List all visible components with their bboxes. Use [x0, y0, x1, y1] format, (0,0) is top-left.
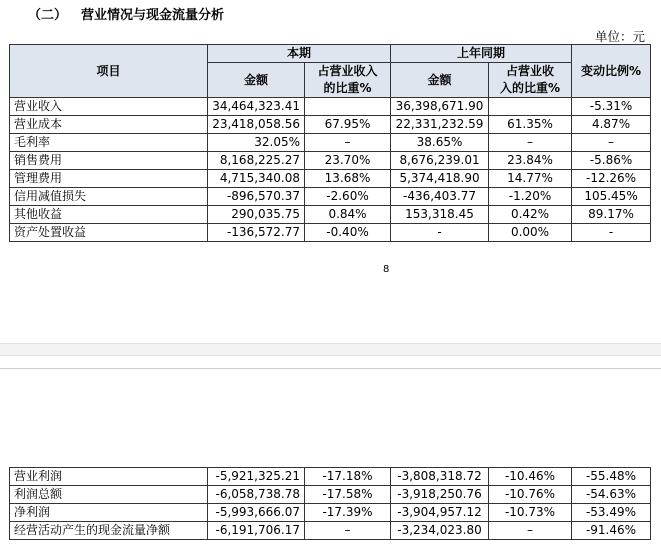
- row-label: 毛利率: [10, 134, 208, 152]
- header-row-1: [10, 45, 651, 63]
- change-ratio: –: [572, 134, 651, 152]
- header-current-period: 本期: [208, 45, 391, 63]
- row-label: 经营活动产生的现金流量净额: [10, 522, 208, 540]
- header-prior-ratio-2: 入的比重%: [489, 80, 572, 98]
- change-ratio: 89.17%: [572, 206, 651, 224]
- prior-amount: 36,398,671.90: [391, 98, 489, 116]
- prior-ratio: -10.73%: [489, 504, 572, 522]
- change-ratio: -12.26%: [572, 170, 651, 188]
- change-ratio: -55.48%: [572, 468, 651, 486]
- prior-ratio: -10.76%: [489, 486, 572, 504]
- change-ratio: -53.49%: [572, 504, 651, 522]
- prior-amount: -436,403.77: [391, 188, 489, 206]
- header-prior-ratio-1: 占营业收: [489, 63, 572, 81]
- current-ratio: -17.58%: [305, 486, 391, 504]
- current-ratio: -2.60%: [305, 188, 391, 206]
- prior-amount: 8,676,239.01: [391, 152, 489, 170]
- page-number: 8: [383, 264, 390, 275]
- row-label: 营业收入: [10, 98, 208, 116]
- current-ratio: -17.39%: [305, 504, 391, 522]
- current-ratio: –: [305, 522, 391, 540]
- page-break-gray: [0, 343, 661, 356]
- prior-amount: -3,234,023.80: [391, 522, 489, 540]
- table-row: [10, 486, 651, 504]
- change-ratio: -5.86%: [572, 152, 651, 170]
- change-ratio: -: [572, 224, 651, 242]
- change-ratio: 105.45%: [572, 188, 651, 206]
- current-amount: -5,993,666.07: [208, 504, 305, 522]
- current-ratio: –: [305, 134, 391, 152]
- table-row: [10, 98, 651, 116]
- current-amount: -896,570.37: [208, 188, 305, 206]
- prior-ratio: 23.84%: [489, 152, 572, 170]
- prior-amount: 22,331,232.59: [391, 116, 489, 134]
- current-amount: 8,168,225.27: [208, 152, 305, 170]
- prior-amount: -3,918,250.76: [391, 486, 489, 504]
- table-row: [10, 152, 651, 170]
- current-amount: -6,058,738.78: [208, 486, 305, 504]
- row-label: 信用减值损失: [10, 188, 208, 206]
- prior-amount: 5,374,418.90: [391, 170, 489, 188]
- change-ratio: -5.31%: [572, 98, 651, 116]
- table-row: [10, 206, 651, 224]
- current-ratio: 67.95%: [305, 116, 391, 134]
- row-label: 利润总额: [10, 486, 208, 504]
- operating-table-bottom: [9, 467, 651, 540]
- current-ratio: 0.84%: [305, 206, 391, 224]
- current-ratio: -0.40%: [305, 224, 391, 242]
- table-row: [10, 188, 651, 206]
- prior-amount: -3,808,318.72: [391, 468, 489, 486]
- table-row: [10, 504, 651, 522]
- current-amount: -6,191,706.17: [208, 522, 305, 540]
- table-row: [10, 170, 651, 188]
- table-row: [10, 468, 651, 486]
- table-row: [10, 116, 651, 134]
- row-label: 营业利润: [10, 468, 208, 486]
- current-ratio: [305, 98, 391, 116]
- current-amount: -5,921,325.21: [208, 468, 305, 486]
- prior-amount: -: [391, 224, 489, 242]
- prior-ratio: 14.77%: [489, 170, 572, 188]
- change-ratio: -91.46%: [572, 522, 651, 540]
- prior-ratio: 61.35%: [489, 116, 572, 134]
- prior-ratio: -10.46%: [489, 468, 572, 486]
- section-title-text: 营业情况与现金流量分析: [81, 8, 225, 23]
- header-current-ratio-2: 的比重%: [305, 80, 391, 98]
- current-amount: 290,035.75: [208, 206, 305, 224]
- table-row: [10, 522, 651, 540]
- header-prior-amount: 金额: [391, 63, 489, 98]
- current-amount: 34,464,323.41: [208, 98, 305, 116]
- row-label: 资产处置收益: [10, 224, 208, 242]
- change-ratio: 4.87%: [572, 116, 651, 134]
- current-ratio: 13.68%: [305, 170, 391, 188]
- prior-amount: -3,904,957.12: [391, 504, 489, 522]
- current-amount: 23,418,058.56: [208, 116, 305, 134]
- prior-ratio: –: [489, 522, 572, 540]
- current-amount: -136,572.77: [208, 224, 305, 242]
- prior-amount: 38.65%: [391, 134, 489, 152]
- current-amount: 4,715,340.08: [208, 170, 305, 188]
- unit-label: 单位：元: [594, 29, 645, 44]
- header-prior-period: 上年同期: [391, 45, 572, 63]
- current-ratio: 23.70%: [305, 152, 391, 170]
- row-label: 营业成本: [10, 116, 208, 134]
- table-row: [10, 134, 651, 152]
- row-label: 其他收益: [10, 206, 208, 224]
- row-label: 销售费用: [10, 152, 208, 170]
- table-row: [10, 224, 651, 242]
- current-amount: 32.05%: [208, 134, 305, 152]
- header-change: 变动比例%: [572, 45, 651, 98]
- prior-ratio: –: [489, 134, 572, 152]
- section-number: （二）: [28, 8, 68, 23]
- header-item: 项目: [10, 45, 208, 98]
- prior-amount: 153,318.45: [391, 206, 489, 224]
- prior-ratio: [489, 98, 572, 116]
- row-label: 净利润: [10, 504, 208, 522]
- section-title: [28, 4, 224, 23]
- row-label: 管理费用: [10, 170, 208, 188]
- header-current-amount: 金额: [208, 63, 305, 98]
- prior-ratio: -1.20%: [489, 188, 572, 206]
- prior-ratio: 0.42%: [489, 206, 572, 224]
- change-ratio: -54.63%: [572, 486, 651, 504]
- operating-table-top: [9, 44, 651, 242]
- page-break-line: [0, 368, 661, 369]
- prior-ratio: 0.00%: [489, 224, 572, 242]
- current-ratio: -17.18%: [305, 468, 391, 486]
- header-current-ratio-1: 占营业收入: [305, 63, 391, 81]
